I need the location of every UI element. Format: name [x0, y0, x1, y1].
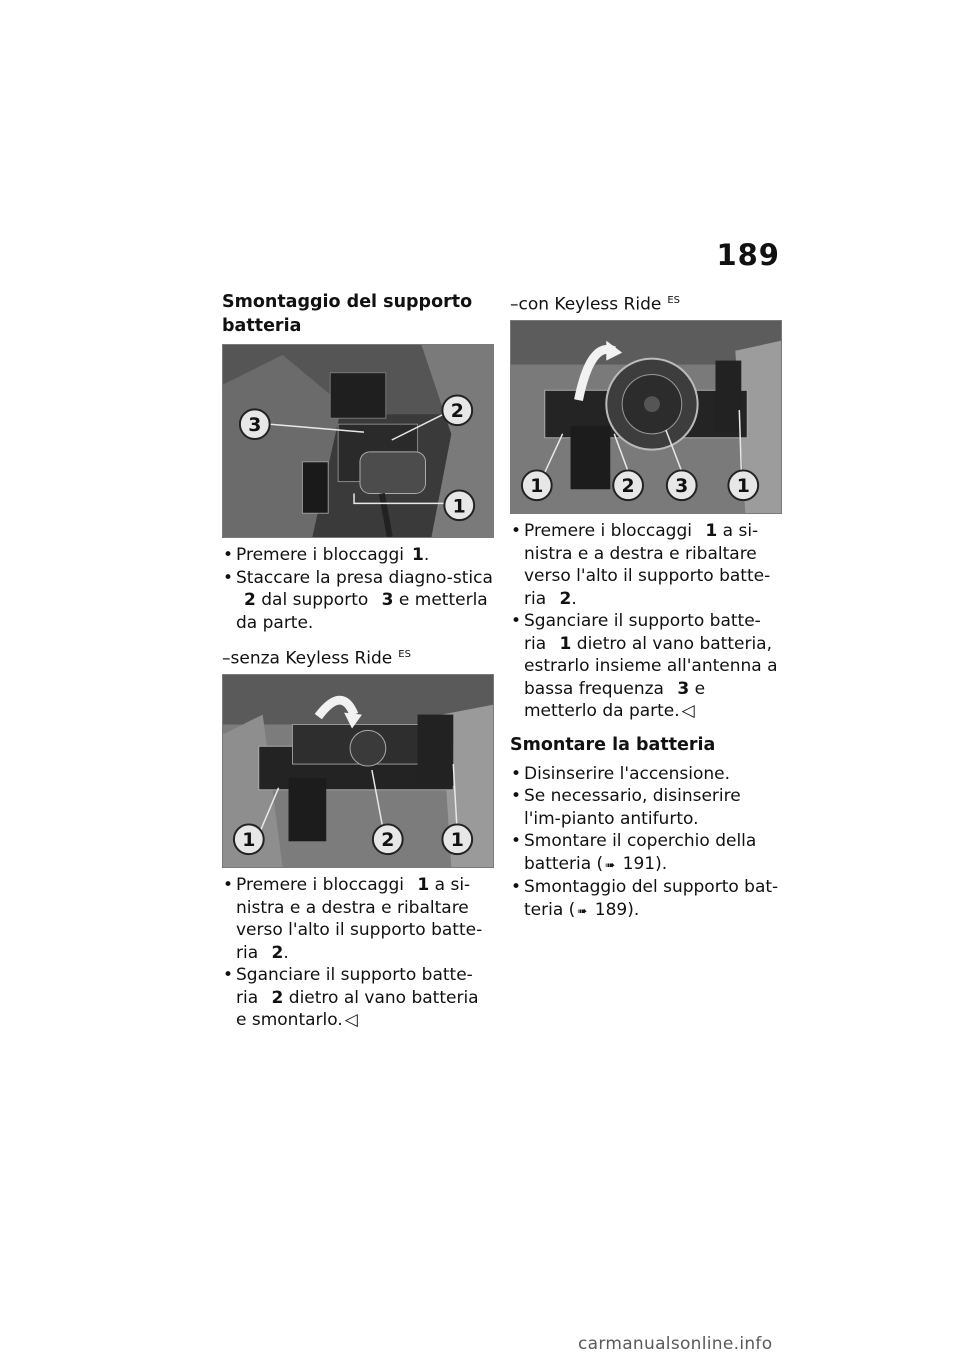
callout-1-left [234, 825, 264, 855]
end-of-section-icon: ◁ [681, 701, 695, 722]
end-of-section-icon: ◁ [344, 1010, 358, 1031]
photo-battery-holder-no-keyless [222, 674, 494, 868]
svg-text:1: 1 [242, 830, 256, 852]
svg-text:3: 3 [675, 476, 689, 498]
page-reference-arrow-icon: ➠ [577, 903, 588, 918]
svg-text:1: 1 [452, 496, 466, 518]
callout-1-right [442, 825, 472, 855]
right-column [510, 290, 782, 932]
variant-label-with-keyless: –con Keyless Ride $^{ES}$ [510, 294, 681, 315]
list-item: • Disinserire l'accensione. [510, 763, 782, 786]
page-number: 189 [716, 238, 780, 272]
svg-text:2: 2 [450, 401, 464, 423]
callout-1 [444, 490, 474, 520]
list-item: • Staccare la presa diagno-stica 2 dal supporto 3 e metterla da parte. [222, 567, 494, 635]
svg-text:1: 1 [530, 476, 544, 498]
callout-1-right [728, 471, 758, 501]
instruction-list-1 [222, 544, 494, 634]
svg-text:3: 3 [248, 415, 262, 437]
callout-1-left [522, 471, 552, 501]
page-reference-link[interactable]: 191). [622, 853, 668, 874]
svg-text:1: 1 [736, 476, 750, 498]
site-watermark: carmanualsonline.info [578, 1334, 773, 1354]
callout-3 [667, 471, 697, 501]
svg-text:1: 1 [450, 830, 464, 852]
callout-2 [373, 825, 403, 855]
page-reference-link[interactable]: 189). [594, 899, 640, 920]
callout-2 [442, 395, 472, 425]
section-heading-remove-battery-holder: Smontaggio del supporto batteria [222, 292, 473, 336]
list-item: • Premere i bloccaggi 1 a si-nistra e a destra e ribaltare verso l'alto il supporto batte-ria 2. [510, 520, 782, 610]
callout-2 [613, 471, 643, 501]
left-column [222, 290, 494, 1042]
instruction-list-3 [510, 520, 782, 723]
section-heading-remove-battery: Smontare la batteria [510, 734, 716, 755]
instruction-list-4 [510, 763, 782, 923]
list-item: • Sganciare il supporto batte-ria 1 dietro al vano batteria, estrarlo insieme all'antenna a bassa frequenza 3 e metterlo da parte. ◁ [510, 610, 782, 723]
list-item: • Smontaggio del supporto bat-teria ( ➠ 189). [510, 876, 782, 922]
svg-text:2: 2 [621, 476, 635, 498]
variant-label-without-keyless: –senza Keyless Ride $^{ES}$ [222, 648, 411, 669]
photo-battery-holder-diagnostic-socket [222, 344, 494, 538]
list-item: • Smontare il coperchio della batteria ( ➠ 191). [510, 830, 782, 876]
photo-battery-holder-keyless [510, 320, 782, 514]
page-reference-arrow-icon: ➠ [605, 857, 616, 872]
list-item: • Sganciare il supporto batte-ria 2 dietro al vano batteria e smontarlo. ◁ [222, 964, 494, 1032]
list-item: • Se necessario, disinserire l'im-pianto antifurto. [510, 785, 782, 830]
instruction-list-2 [222, 874, 494, 1032]
list-item: • Premere i bloccaggi 1. [222, 544, 494, 567]
list-item: • Premere i bloccaggi 1 a si-nistra e a destra e ribaltare verso l'alto il supporto batte-ria 2. [222, 874, 494, 964]
svg-text:2: 2 [381, 830, 395, 852]
callout-3 [240, 409, 270, 439]
